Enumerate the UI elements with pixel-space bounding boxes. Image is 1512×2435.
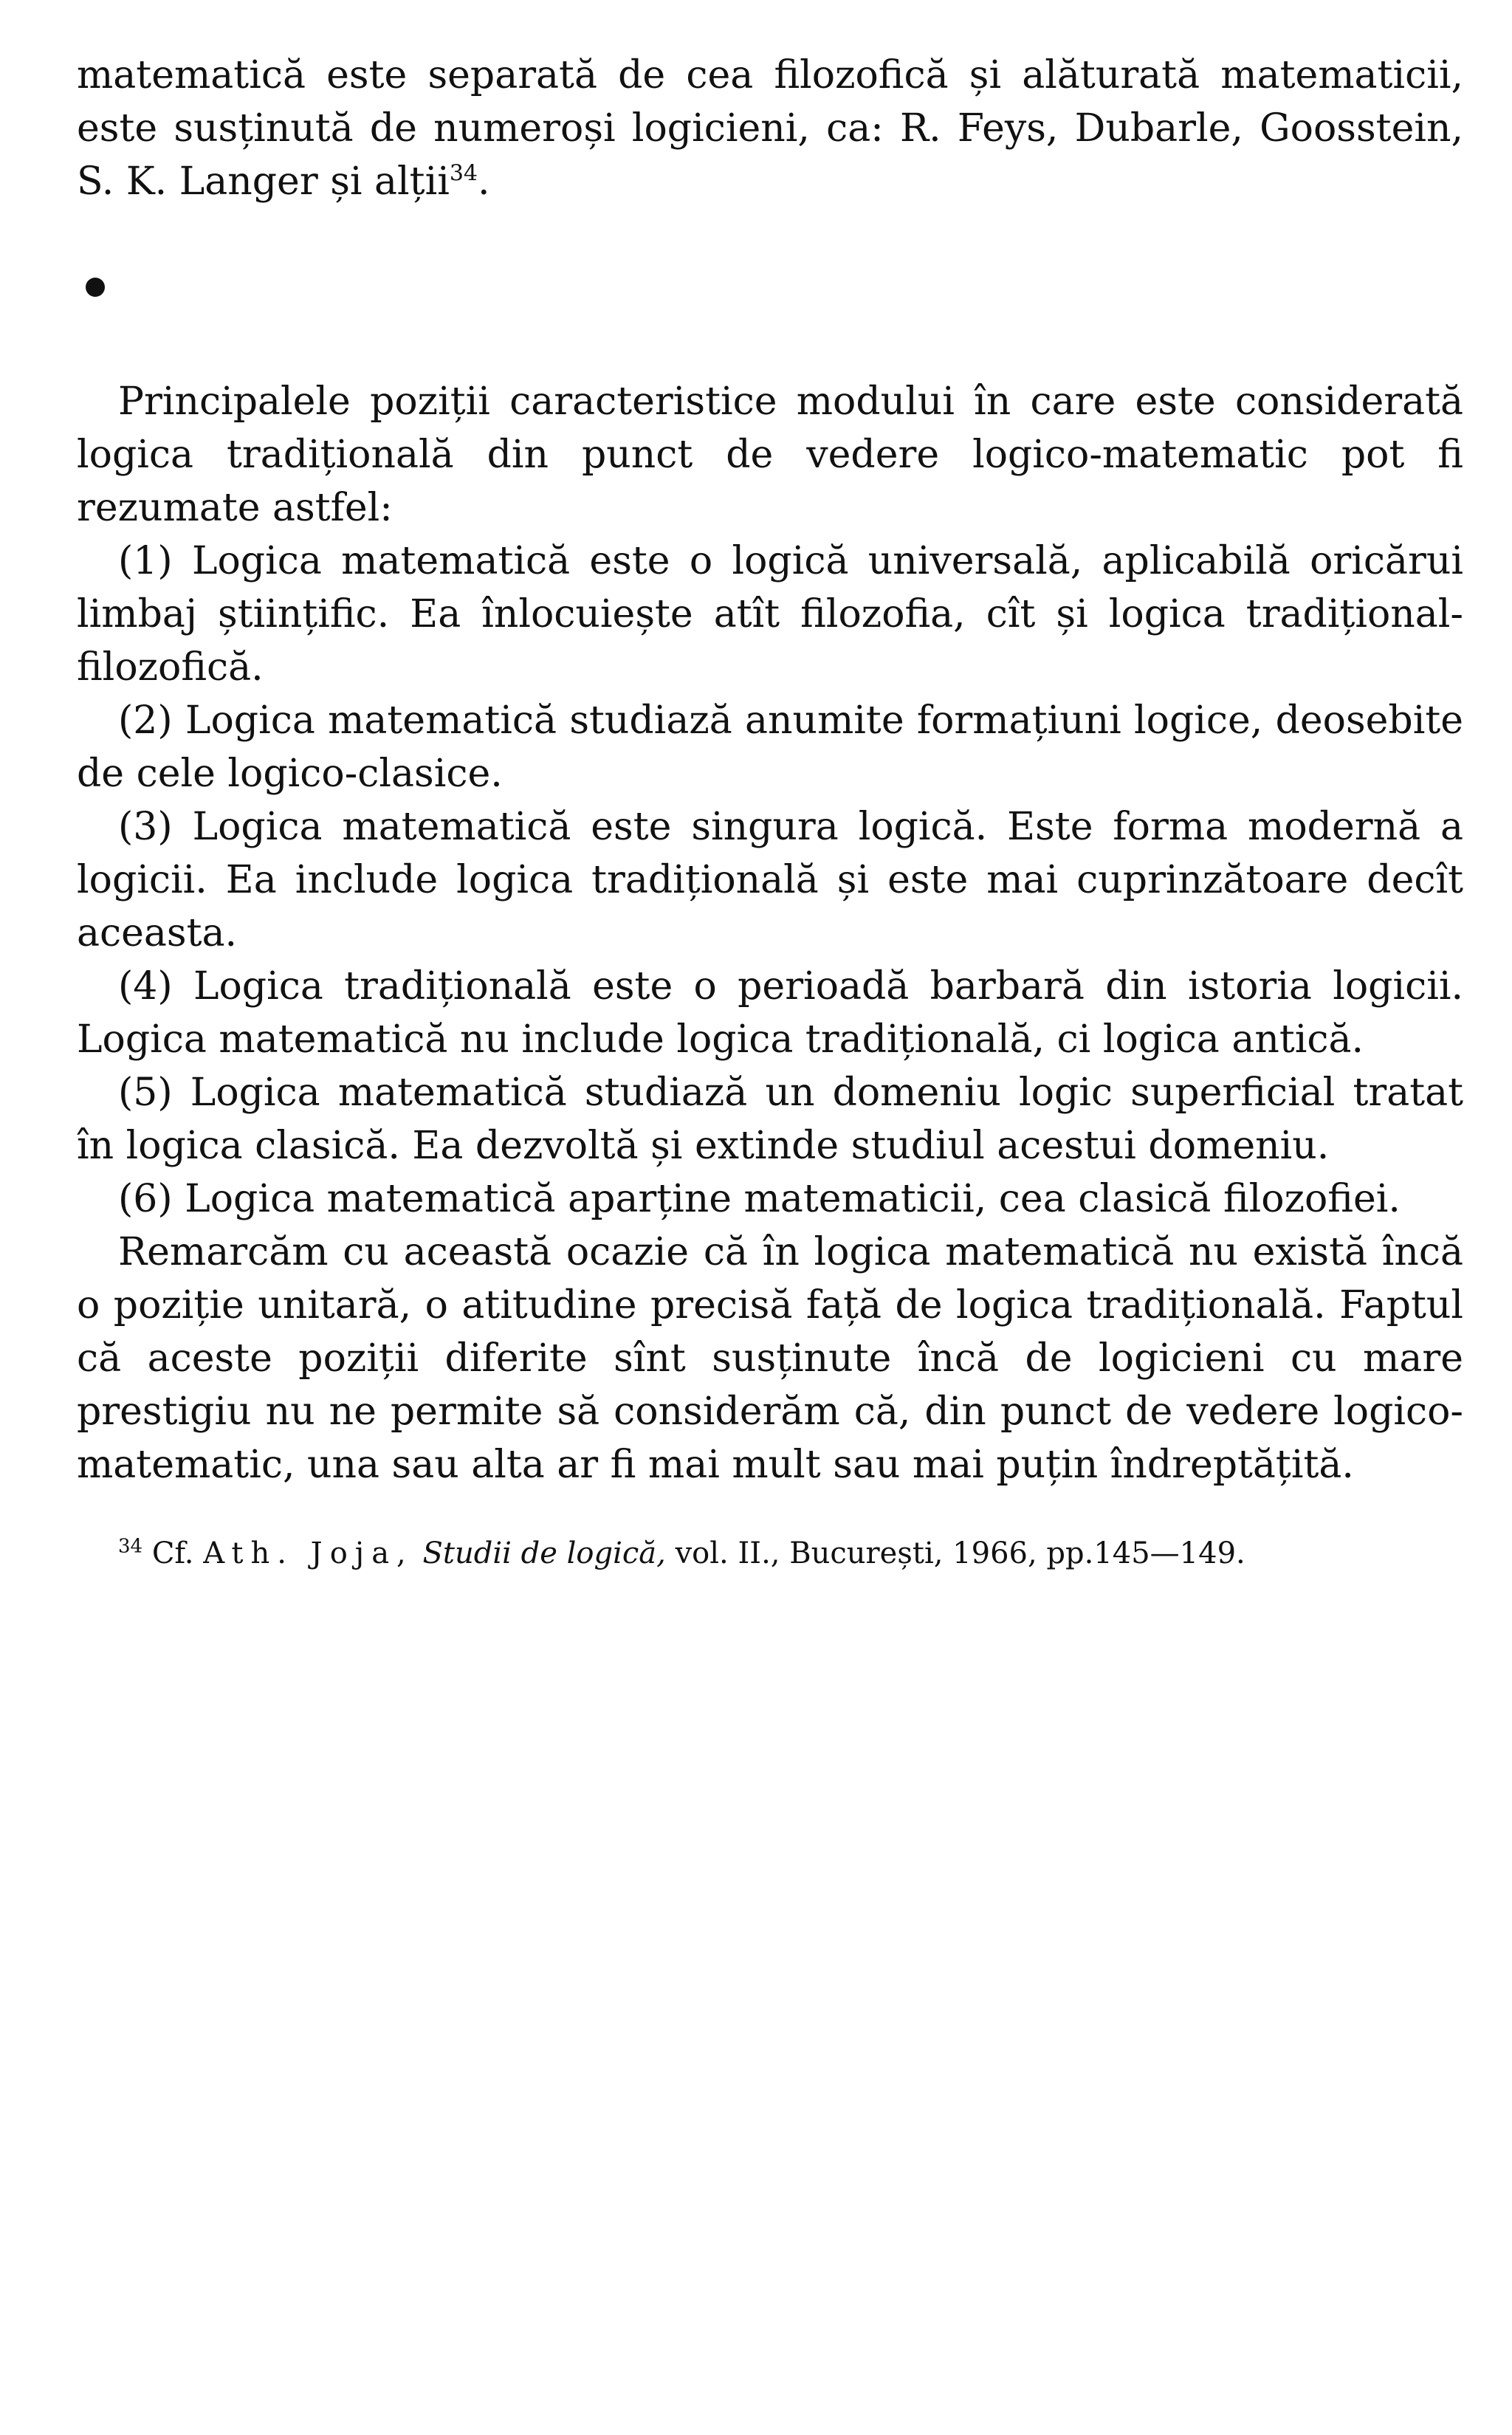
list-item: (6) Logica matematică aparține matematicii, cea clasică filozofiei. — [118, 1177, 1401, 1221]
footnote-title: Studii de logică, — [422, 1536, 666, 1570]
document-page — [77, 49, 1463, 1574]
footnote-reference: 34 — [449, 160, 478, 187]
footnote-prefix: Cf. — [151, 1536, 194, 1570]
closing-paragraph: Remarcăm cu această ocazie că în logica matematică nu există încă o poziție unitară, o atitudine precisă față de logica tradițională. Faptul că aceste poziții diferite sînt susținute încă de logicieni cu mare prestigiu nu ne permite să considerăm că, din punct de vedere logico-matematic, una sau alta ar fi mai mult sau mai puțin îndreptățită. — [77, 1230, 1463, 1487]
list-item: (3) Logica matematică este singura logică. Este forma modernă a logicii. Ea include logica tradițională și este mai cuprinzătoare decît aceasta. — [77, 805, 1463, 955]
intro-paragraph: Principalele poziții caracteristice modului în care este considerată logica tradițională din punct de vedere logico-matematic pot fi rezumate astfel: — [77, 379, 1463, 530]
footnote-details: vol. II., București, 1966, pp.145—149. — [675, 1536, 1245, 1570]
list-item: (1) Logica matematică este o logică universală, aplicabilă oricărui limbaj științific. Ea înlocuiește atît filozofia, cît și logica tradițional-filozofică. — [77, 539, 1463, 690]
top-paragraph-text: matematică este separată de cea filozofică și alăturată matematicii, este susținută de numeroși logicieni, ca: R. Feys, Dubarle, Goosstein, S. K. Langer și alții — [77, 53, 1463, 204]
positions-list — [77, 535, 1463, 1226]
list-item: (2) Logica matematică studiază anumite formațiuni logice, deosebite de cele logico-clasice. — [77, 698, 1463, 796]
footnote — [77, 1533, 1463, 1574]
list-item: (5) Logica matematică studiază un domeniu logic superficial tratat în logica clasică. Ea dezvoltă și extinde studiul acestui domeniu. — [77, 1071, 1463, 1168]
top-paragraph-end: . — [478, 159, 490, 204]
footnote-number: 34 — [118, 1535, 143, 1558]
bullet-icon — [86, 278, 105, 297]
footnote-author: Ath. Joja, — [203, 1536, 413, 1570]
top-paragraph — [77, 49, 1463, 208]
list-item: (4) Logica tradițională este o perioadă barbară din istoria logicii. Logica matematică nu include logica tradițională, ci logica antică. — [77, 964, 1463, 1062]
section-separator — [77, 260, 1463, 304]
section-gap — [77, 304, 1463, 375]
